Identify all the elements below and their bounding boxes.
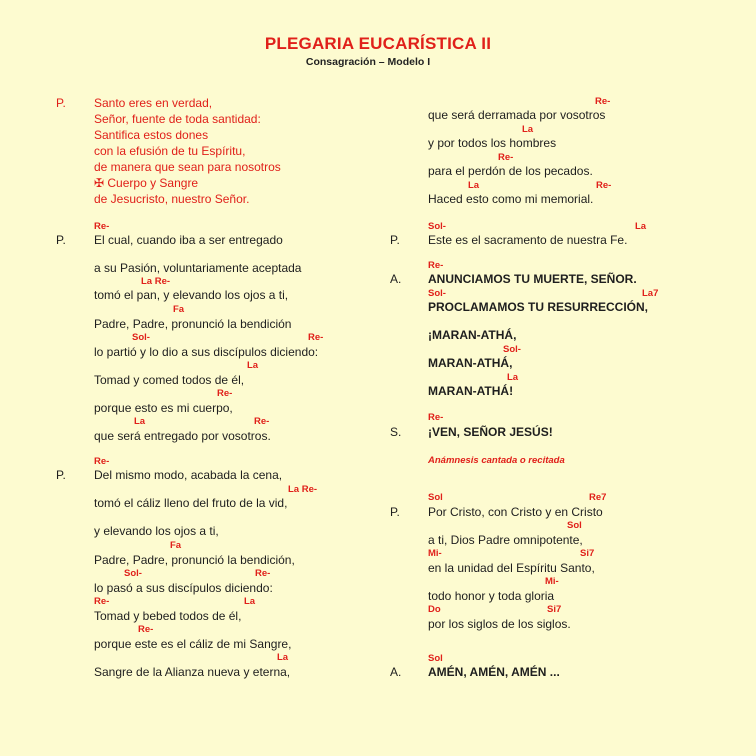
- lyric-line: tomó el cáliz lleno del fruto de la vid,: [94, 496, 288, 510]
- lyric-line: ¡VEN, SEÑOR JESÚS!: [428, 425, 553, 439]
- chord-label: Re-: [254, 416, 270, 427]
- chord-label: Sol-: [132, 332, 150, 343]
- chord-label: Mi-: [545, 576, 559, 587]
- speaker-label: A.: [390, 665, 402, 679]
- lyric-line: ANUNCIAMOS TU MUERTE, SEÑOR.: [428, 272, 637, 286]
- lyric-line: Del mismo modo, acabada la cena,: [94, 468, 283, 482]
- chord-label: Re7: [589, 492, 607, 503]
- lyric-line: Este es el sacramento de nuestra Fe.: [428, 233, 628, 247]
- chord-label: Re-: [217, 388, 233, 399]
- lyric-line: que será derramada por vosotros: [428, 108, 606, 122]
- lyric-line: ¡MARAN-ATHÁ,: [428, 328, 517, 342]
- chord-label: La7: [642, 288, 659, 299]
- chord-label: Mi-: [428, 548, 442, 559]
- lyric-line: Por Cristo, con Cristo y en Cristo: [428, 505, 603, 519]
- lyric-line: tomó el pan, y elevando los ojos a ti,: [94, 288, 289, 302]
- chord-label: Re-: [308, 332, 324, 343]
- speaker-label: P.: [56, 96, 66, 110]
- chord-label: Si7: [580, 548, 595, 559]
- chord-label: Sol-: [503, 344, 521, 355]
- lyric-line: Señor, fuente de toda santidad:: [94, 112, 261, 126]
- chord-label: Re-: [94, 596, 110, 607]
- chord-label: Sol-: [428, 288, 446, 299]
- lyric-line: y por todos los hombres: [428, 136, 557, 150]
- chord-label: Sol: [428, 653, 443, 664]
- chord-label: Fa: [170, 540, 182, 551]
- chord-label: Sol: [567, 520, 582, 531]
- lyric-line: AMÉN, AMÉN, AMÉN ...: [428, 665, 560, 679]
- lyric-line: Tomad y comed todos de él,: [94, 373, 245, 387]
- lyric-line: PROCLAMAMOS TU RESURRECCIÓN,: [428, 300, 649, 314]
- page-title: PLEGARIA EUCARÍSTICA II: [264, 34, 492, 53]
- lyric-line: y elevando los ojos a ti,: [94, 524, 219, 538]
- chord-label: Re-: [428, 260, 444, 271]
- chord-label: La: [134, 416, 146, 427]
- lyric-line: Haced esto como mi memorial.: [428, 192, 594, 206]
- chord-label: Sol-: [124, 568, 142, 579]
- chord-label: Re-: [595, 96, 611, 107]
- lyric-line: lo partió y lo dio a sus discípulos diciendo:: [94, 345, 319, 359]
- speaker-label: P.: [390, 233, 400, 247]
- speaker-label: P.: [56, 468, 66, 482]
- chord-label: La: [244, 596, 256, 607]
- chord-label: La: [247, 360, 259, 371]
- lyric-line: porque este es el cáliz de mi Sangre,: [94, 637, 292, 651]
- lyric-line: de Jesucristo, nuestro Señor.: [94, 192, 250, 206]
- chord-label: Sol-: [428, 221, 446, 232]
- lyric-line: Tomad y bebed todos de él,: [94, 609, 242, 623]
- lyric-line: a ti, Dios Padre omnipotente,: [428, 533, 583, 547]
- lyric-line: todo honor y toda gloria: [428, 589, 555, 603]
- chord-label: La: [522, 124, 534, 135]
- speaker-label: P.: [56, 233, 66, 247]
- chord-label: Re-: [138, 624, 154, 635]
- lyric-line: Sangre de la Alianza nueva y eterna,: [94, 665, 291, 679]
- lyric-line: Padre, Padre, pronunció la bendición: [94, 317, 292, 331]
- lyric-line: MARAN-ATHÁ!: [428, 384, 514, 398]
- speaker-label: S.: [390, 425, 402, 439]
- chord-label: La: [468, 180, 480, 191]
- chord-label: La: [507, 372, 519, 383]
- chord-label: Sol: [428, 492, 443, 503]
- speaker-label: A.: [390, 272, 402, 286]
- lyric-line: por los siglos de los siglos.: [428, 617, 571, 631]
- lyric-line: con la efusión de tu Espíritu,: [94, 144, 246, 158]
- lyric-line: ✠ Cuerpo y Sangre: [94, 176, 199, 190]
- lyric-line: de manera que sean para nosotros: [94, 160, 281, 174]
- lyric-line: Santo eres en verdad,: [94, 96, 213, 110]
- lyric-line: lo pasó a sus discípulos diciendo:: [94, 581, 273, 595]
- lyric-line: porque esto es mi cuerpo,: [94, 401, 233, 415]
- chord-label: Re-: [428, 412, 444, 423]
- chord-label: Re-: [255, 568, 271, 579]
- chord-label: Re-: [498, 152, 514, 163]
- chord-label: Si7: [547, 604, 562, 615]
- lyric-line: que será entregado por vosotros.: [94, 429, 271, 443]
- chord-label: La: [277, 652, 289, 663]
- chord-label: La Re-: [288, 484, 318, 495]
- speaker-label: P.: [390, 505, 400, 519]
- lyric-line: Padre, Padre, pronunció la bendición,: [94, 553, 295, 567]
- lyric-line: a su Pasión, voluntariamente aceptada: [94, 261, 302, 275]
- lyric-line: para el perdón de los pecados.: [428, 164, 593, 178]
- lyric-line: MARAN-ATHÁ,: [428, 356, 513, 370]
- rubric-note: Anámnesis cantada o recitada: [428, 455, 565, 466]
- chord-label: Fa: [173, 304, 185, 315]
- chord-label: Re-: [94, 221, 110, 232]
- page-subtitle: Consagración – Modelo I: [305, 56, 431, 68]
- chord-label: La: [635, 221, 647, 232]
- chord-label: Re-: [596, 180, 612, 191]
- lyric-line: en la unidad del Espíritu Santo,: [428, 561, 595, 575]
- chord-label: Do: [428, 604, 441, 615]
- lyric-line: El cual, cuando iba a ser entregado: [94, 233, 283, 247]
- chord-label: La Re-: [141, 276, 171, 287]
- chord-label: Re-: [94, 456, 110, 467]
- lyric-line: Santifica estos dones: [94, 128, 209, 142]
